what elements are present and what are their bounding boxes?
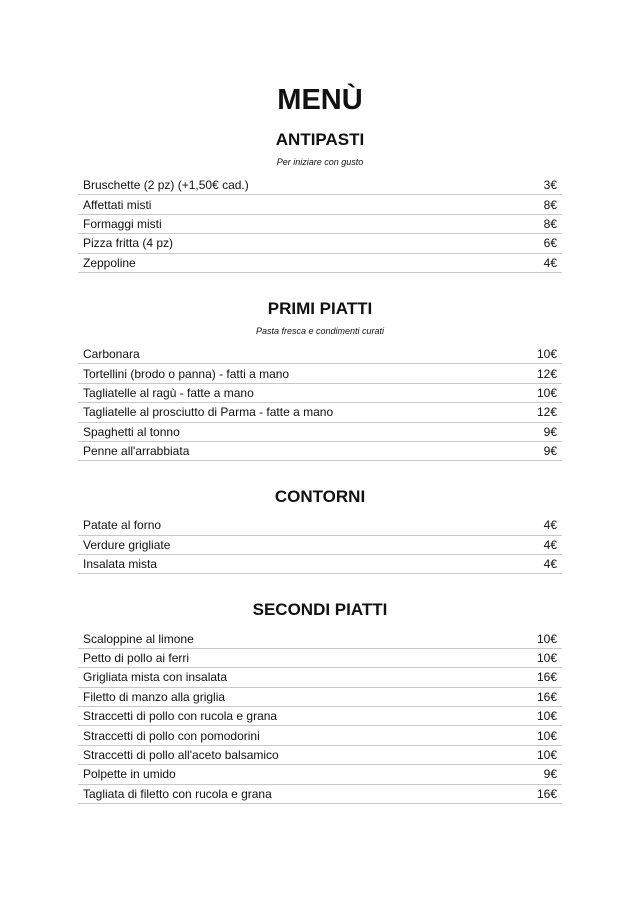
item-price: 4€ xyxy=(543,255,557,270)
item-price: 10€ xyxy=(536,728,557,743)
item-name: Penne all'arrabbiata xyxy=(83,444,190,459)
menu-item xyxy=(78,423,562,442)
section-secondi-piatti xyxy=(78,599,562,804)
item-name: Spaghetti al tonno xyxy=(83,424,180,439)
menu-items xyxy=(78,629,562,804)
item-name: Straccetti di pollo con pomodorini xyxy=(83,728,260,743)
item-price: 3€ xyxy=(543,178,557,193)
item-name: Affettati misti xyxy=(83,197,152,212)
item-name: Scaloppine al limone xyxy=(83,631,194,646)
item-price: 9€ xyxy=(543,444,557,459)
item-price: 10€ xyxy=(536,709,557,724)
item-price: 16€ xyxy=(536,689,557,704)
menu-item xyxy=(78,785,562,804)
item-name: Tagliata di filetto con rucola e grana xyxy=(83,786,272,801)
menu-item xyxy=(78,707,562,726)
item-name: Tagliatelle al prosciutto di Parma - fatte a mano xyxy=(83,405,334,420)
section-primi-piatti xyxy=(78,298,562,461)
menu-item xyxy=(78,442,562,461)
item-name: Straccetti di pollo all'aceto balsamico xyxy=(83,748,279,762)
item-price: 8€ xyxy=(543,216,557,231)
menu-item xyxy=(78,726,562,745)
item-name: Insalata mista xyxy=(83,557,158,572)
menu-item xyxy=(78,765,562,784)
section-subtitle: Pasta fresca e condimenti curati xyxy=(255,325,385,336)
item-name: Zeppoline xyxy=(83,255,136,270)
item-name: Straccetti di pollo con rucola e grana xyxy=(83,709,278,724)
menu-items xyxy=(78,176,562,273)
menu-items xyxy=(78,516,562,574)
menu-sections xyxy=(78,129,562,804)
menu-items xyxy=(78,345,562,461)
item-name: Grigliata mista con insalata xyxy=(83,670,228,685)
item-price: 4€ xyxy=(543,537,557,552)
section-heading: CONTORNI xyxy=(274,487,366,507)
menu-item xyxy=(78,555,562,574)
item-price: 10€ xyxy=(536,347,557,362)
item-name: Tortellini (brodo o panna) - fatti a mano xyxy=(83,366,290,381)
item-price: 16€ xyxy=(536,786,557,801)
section-heading: PRIMI PIATTI xyxy=(267,298,373,318)
item-name: Carbonara xyxy=(83,347,140,362)
menu-item xyxy=(78,384,562,403)
item-name: Patate al forno xyxy=(83,518,162,533)
menu-item xyxy=(78,649,562,668)
menu-item xyxy=(78,345,562,364)
section-antipasti xyxy=(78,129,562,273)
item-price: 10€ xyxy=(536,651,557,666)
section-heading: SECONDI PIATTI xyxy=(252,600,388,620)
item-price: 16€ xyxy=(536,670,557,685)
item-price: 12€ xyxy=(536,366,557,381)
item-name: Filetto di manzo alla griglia xyxy=(83,689,226,704)
item-price: 10€ xyxy=(536,631,557,646)
menu-item xyxy=(78,629,562,648)
menu-page xyxy=(78,83,562,804)
item-price: 9€ xyxy=(543,767,557,782)
menu-item xyxy=(78,688,562,707)
item-price: 4€ xyxy=(543,557,557,572)
item-price: 6€ xyxy=(543,236,557,251)
section-subtitle: Per iniziare con gusto xyxy=(276,157,364,167)
item-price: 4€ xyxy=(543,518,557,533)
menu-item xyxy=(78,364,562,383)
item-name: Pizza fritta (4 pz) xyxy=(83,236,174,251)
menu-item xyxy=(78,176,562,195)
item-name: Tagliatelle al ragù - fatte a mano xyxy=(83,385,254,400)
item-price: 10€ xyxy=(536,748,557,762)
item-price: 9€ xyxy=(543,424,557,439)
item-name: Bruschette (2 pz) (+1,50€ cad.) xyxy=(83,178,249,193)
item-name: Polpette in umido xyxy=(83,767,176,782)
menu-item xyxy=(78,536,562,555)
menu-item xyxy=(78,516,562,535)
section-contorni xyxy=(78,486,562,574)
section-heading: ANTIPASTI xyxy=(275,130,365,149)
item-name: Petto di pollo ai ferri xyxy=(83,651,190,666)
menu-item xyxy=(78,403,562,422)
menu-item xyxy=(78,254,562,273)
item-price: 12€ xyxy=(536,405,557,420)
menu-item xyxy=(78,668,562,687)
menu-item xyxy=(78,195,562,214)
page-title: MENÙ xyxy=(277,84,363,116)
item-price: 10€ xyxy=(536,385,557,400)
menu-item xyxy=(78,746,562,765)
item-name: Verdure grigliate xyxy=(83,537,171,552)
item-price: 8€ xyxy=(543,197,557,212)
menu-item xyxy=(78,215,562,234)
item-name: Formaggi misti xyxy=(83,216,162,231)
menu-item xyxy=(78,234,562,253)
